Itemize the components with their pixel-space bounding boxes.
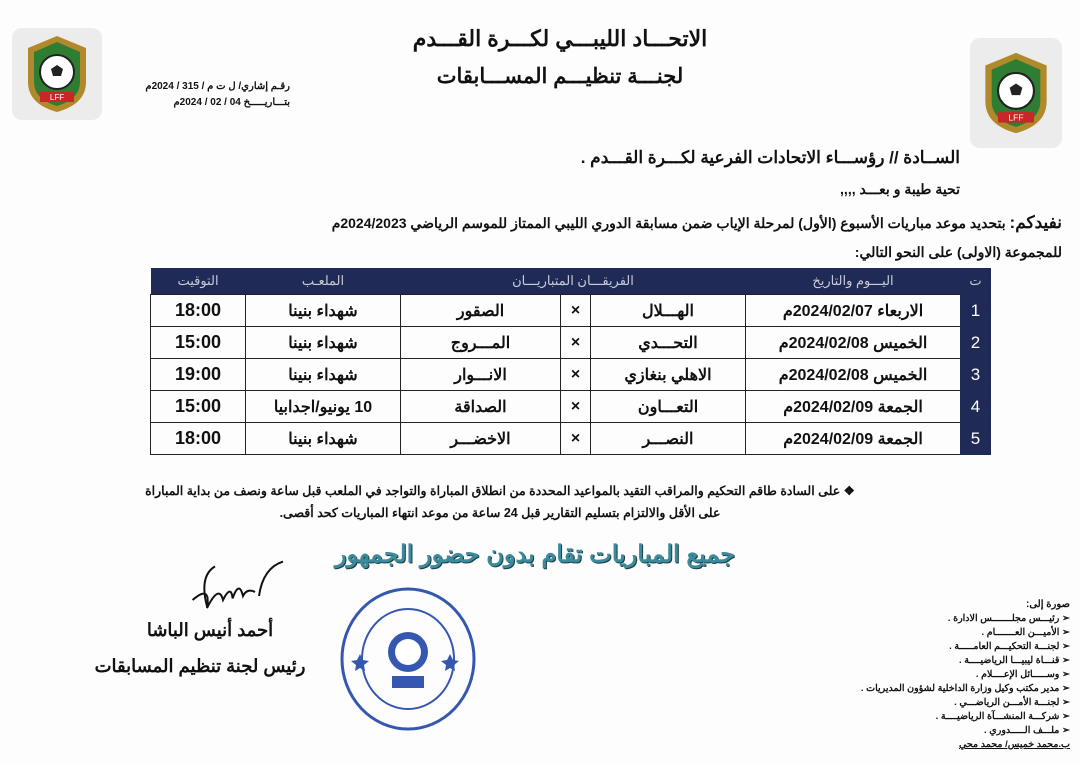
home-team: الاهلي بنغازي [591, 359, 746, 391]
match-date: الخميس 2024/02/08م [746, 327, 961, 359]
no-spectators-banner: جميع المباريات تقام بدون حضور الجمهور [334, 541, 736, 568]
cc-item: ➢ وســـــائل الإعــــلام . [975, 669, 1070, 680]
venue: 10 يونيو/اجدابيا [246, 391, 401, 423]
intro-label: نفيدكم: [1009, 213, 1062, 232]
addressee: الســادة // رؤســـاء الاتحادات الفرعية لكـــرة القـــدم . [580, 148, 960, 167]
org-title: الاتحـــاد الليبـــي لكـــرة القـــدم [412, 26, 708, 51]
kickoff-time: 18:00 [151, 423, 246, 455]
referee-notes [60, 480, 940, 524]
row-number: 3 [961, 359, 991, 391]
versus-mark: × [561, 295, 591, 327]
match-date: الجمعة 2024/02/09م [746, 423, 961, 455]
away-team: الصقور [401, 295, 561, 327]
cc-item: ➢ شركـــة المنشـــآة الرياضيــــة . [935, 711, 1070, 722]
kickoff-time: 15:00 [151, 327, 246, 359]
row-number: 5 [961, 423, 991, 455]
committee-title: لجنـــة تنظيـــم المســـابقات [436, 65, 684, 88]
match-schedule-table [150, 268, 991, 455]
reference-date: بتـــاريـــــخ 04 / 02 / 2024م [173, 97, 290, 108]
header-date: اليـــوم والتاريخ [746, 268, 961, 295]
table-header-row [151, 268, 991, 295]
away-team: الاخضـــر [401, 423, 561, 455]
row-number: 4 [961, 391, 991, 423]
header-teams: الفريقـــان المتباريـــان [401, 268, 746, 295]
lff-logo-left [12, 28, 102, 120]
cc-item: ➢ رئيـــس مجلـــــــس الادارة . [947, 613, 1070, 624]
signatory-title: رئيس لجنة تنظيم المسابقات [94, 656, 306, 676]
table-row [151, 359, 991, 391]
official-stamp [338, 586, 478, 732]
kickoff-time: 15:00 [151, 391, 246, 423]
cc-item: ➢ ملـــف الـــــدوري . [984, 725, 1070, 736]
cc-item: ➢ الأميـــن العـــــــام . [981, 627, 1070, 638]
venue: شهداء بنينا [246, 423, 401, 455]
versus-mark: × [561, 423, 591, 455]
intro-line [332, 212, 1062, 234]
away-team: الانـــوار [401, 359, 561, 391]
cc-list [800, 598, 1070, 752]
header-venue: الملعـب [246, 268, 401, 295]
intro-text-2: للمجموعة (الاولى) على النحو التالي: [854, 244, 1062, 260]
cc-item: ➢ لجنـــة الأمـــن الرياضـــي . [954, 697, 1070, 708]
table-row [151, 423, 991, 455]
signatory-name: أحمد أنيس الباشا [146, 620, 274, 640]
cc-heading: صورة إلى: [1026, 599, 1070, 610]
kickoff-time: 18:00 [151, 295, 246, 327]
intro-text: بتحديد موعد مباريات الأسبوع (الأول) لمرحلة الإياب ضمن مسابقة الدوري الليبي الممتاز للموسم الرياضي 2024/2023م [331, 215, 1006, 231]
cc-item: ➢ لجنـــة التحكيـــم العامـــــة . [949, 641, 1070, 652]
versus-mark: × [561, 391, 591, 423]
note-line-1: ❖ على السادة طاقم التحكيم والمراقب التقيد بالمواعيد المحددة من انطلاق المباراة والتواجد في الملعب قبل ساعة ونصف من بداية المباراة [145, 484, 855, 498]
note-line-2: على الأقل والالتزام بتسليم التقارير قبل 24 ساعة من موعد انتهاء المباريات كحد أقصى. [279, 506, 721, 520]
lff-logo-right [970, 38, 1062, 148]
home-team: الهـــلال [591, 295, 746, 327]
header-num: ت [961, 268, 991, 295]
cc-item: ➢ مدير مكتب وكيل وزارة الداخلية لشؤون المديريات . [860, 683, 1070, 694]
greeting: تحية طيبة و بعـــد ,,,, [840, 181, 960, 197]
logo-text: LFF [1008, 112, 1024, 123]
match-date: الجمعة 2024/02/09م [746, 391, 961, 423]
home-team: التحـــدي [591, 327, 746, 359]
table-row [151, 327, 991, 359]
reference-number: رقـم إشاري/ ل ت م / 315 / 2024م [145, 81, 290, 92]
away-team: المـــروج [401, 327, 561, 359]
cc-footer: ب.محمد خميس/ محمد محي [958, 739, 1070, 750]
cc-item: ➢ قنـــاة ليبيـــا الرياضيــــة . [959, 655, 1070, 666]
versus-mark: × [561, 327, 591, 359]
venue: شهداء بنينا [246, 327, 401, 359]
kickoff-time: 19:00 [151, 359, 246, 391]
signature-scribble [170, 560, 300, 616]
away-team: الصداقة [401, 391, 561, 423]
versus-mark: × [561, 359, 591, 391]
match-date: الخميس 2024/02/08م [746, 359, 961, 391]
match-date: الاربعاء 2024/02/07م [746, 295, 961, 327]
row-number: 1 [961, 295, 991, 327]
home-team: التعـــاون [591, 391, 746, 423]
venue: شهداء بنينا [246, 359, 401, 391]
header-time: التوقيت [151, 268, 246, 295]
home-team: النصـــر [591, 423, 746, 455]
table-row [151, 295, 991, 327]
logo-text: LFF [49, 93, 65, 102]
row-number: 2 [961, 327, 991, 359]
venue: شهداء بنينا [246, 295, 401, 327]
table-row [151, 391, 991, 423]
